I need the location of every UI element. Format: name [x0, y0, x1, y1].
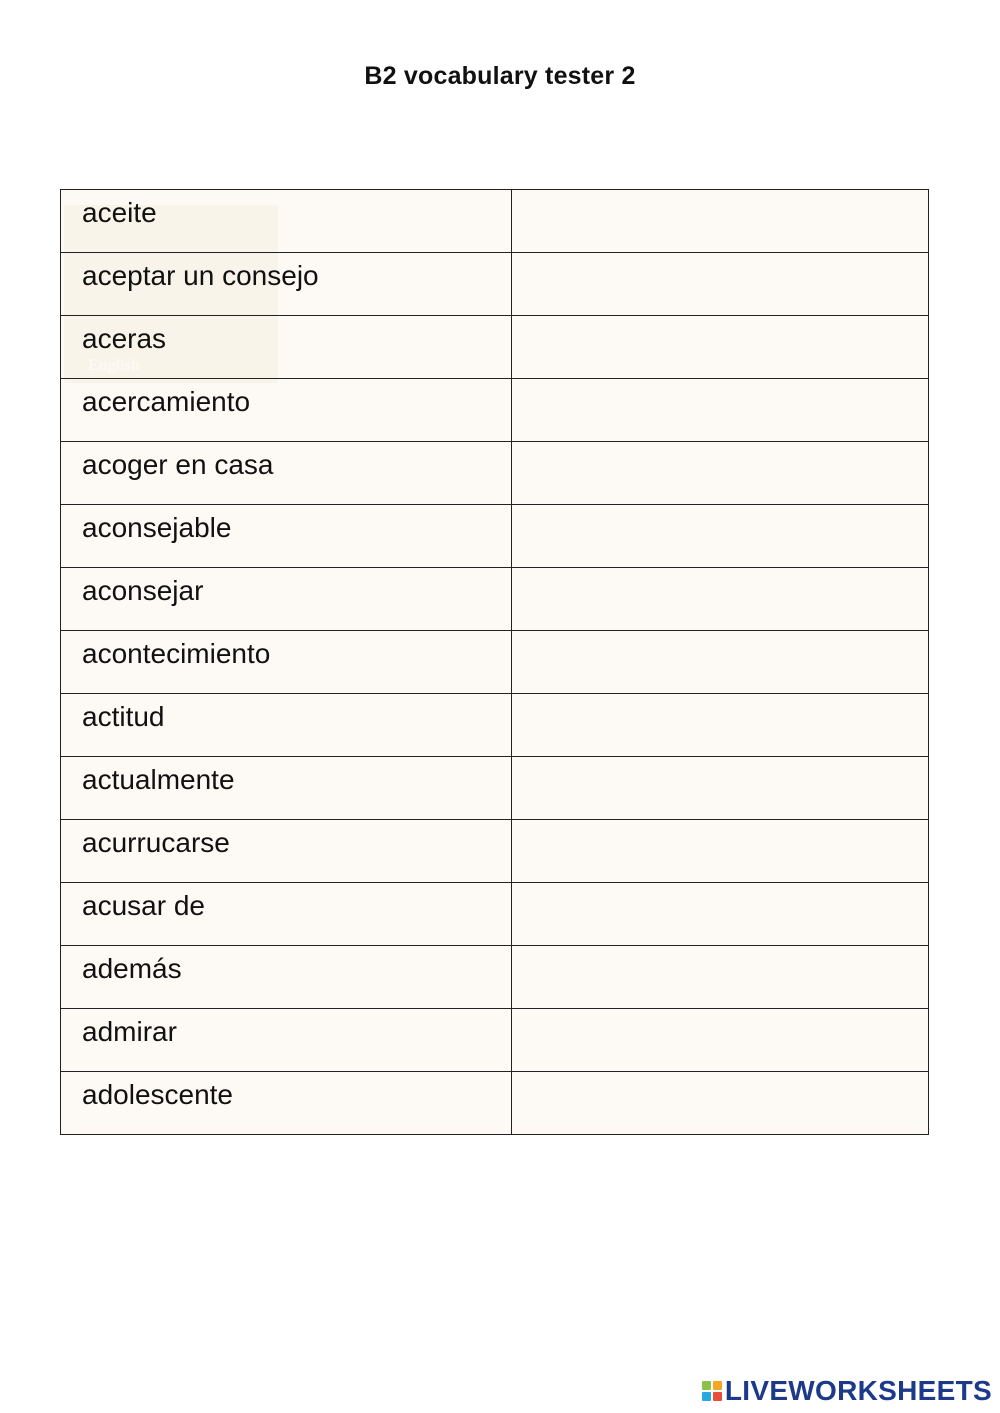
table-row — [61, 631, 929, 694]
term-cell: acoger en casa — [61, 442, 512, 505]
table-row — [61, 757, 929, 820]
term-cell: aceptar un consejo — [61, 253, 512, 316]
answer-cell — [512, 190, 929, 253]
table-row — [61, 946, 929, 1009]
answer-cell — [512, 694, 929, 757]
answer-input[interactable] — [512, 568, 928, 629]
brand-wordmark: LIVEWORKSHEETS — [724, 1375, 992, 1406]
answer-input[interactable] — [512, 757, 928, 818]
term-cell: aconsejable — [61, 505, 512, 568]
liveworksheets-logo-icon — [702, 1381, 722, 1401]
answer-cell — [512, 820, 929, 883]
answer-input[interactable] — [512, 1072, 928, 1133]
logo-square-orange — [713, 1381, 722, 1390]
table-row — [61, 505, 929, 568]
logo-square-blue — [702, 1392, 711, 1401]
term-cell: acusar de — [61, 883, 512, 946]
answer-cell — [512, 379, 929, 442]
answer-input[interactable] — [512, 190, 928, 251]
logo-square-green — [702, 1381, 711, 1390]
answer-input[interactable] — [512, 505, 928, 566]
vocabulary-table — [60, 189, 929, 1135]
answer-input[interactable] — [512, 253, 928, 314]
answer-cell — [512, 316, 929, 379]
term-cell: actitud — [61, 694, 512, 757]
answer-input[interactable] — [512, 694, 928, 755]
table-row — [61, 1072, 929, 1135]
answer-input[interactable] — [512, 379, 928, 440]
answer-cell — [512, 1009, 929, 1072]
term-cell: acontecimiento — [61, 631, 512, 694]
answer-cell — [512, 946, 929, 1009]
term-cell: aceras — [61, 316, 512, 379]
answer-input[interactable] — [512, 946, 928, 1007]
answer-cell — [512, 568, 929, 631]
table-row — [61, 694, 929, 757]
table-row — [61, 568, 929, 631]
answer-cell — [512, 757, 929, 820]
table-row — [61, 316, 929, 379]
page-title: B2 vocabulary tester 2 — [364, 62, 636, 90]
table-row — [61, 820, 929, 883]
liveworksheets-brand[interactable] — [702, 1375, 992, 1407]
table-row — [61, 253, 929, 316]
answer-input[interactable] — [512, 316, 928, 377]
answer-cell — [512, 442, 929, 505]
answer-cell — [512, 883, 929, 946]
term-cell: admirar — [61, 1009, 512, 1072]
answer-cell — [512, 1072, 929, 1135]
answer-input[interactable] — [512, 1009, 928, 1070]
answer-cell — [512, 631, 929, 694]
table-row — [61, 1009, 929, 1072]
answer-input[interactable] — [512, 631, 928, 692]
term-cell: además — [61, 946, 512, 1009]
table-row — [61, 442, 929, 505]
answer-input[interactable] — [512, 820, 928, 881]
logo-square-red — [713, 1392, 722, 1401]
answer-input[interactable] — [512, 883, 928, 944]
term-cell: acercamiento — [61, 379, 512, 442]
table-row — [61, 190, 929, 253]
table-row — [61, 883, 929, 946]
term-cell: aconsejar — [61, 568, 512, 631]
term-cell: actualmente — [61, 757, 512, 820]
term-cell: acurrucarse — [61, 820, 512, 883]
term-cell: adolescente — [61, 1072, 512, 1135]
answer-input[interactable] — [512, 442, 928, 503]
answer-cell — [512, 253, 929, 316]
table-row — [61, 379, 929, 442]
vocabulary-table-body — [61, 190, 929, 1135]
term-cell: aceite — [61, 190, 512, 253]
answer-cell — [512, 505, 929, 568]
